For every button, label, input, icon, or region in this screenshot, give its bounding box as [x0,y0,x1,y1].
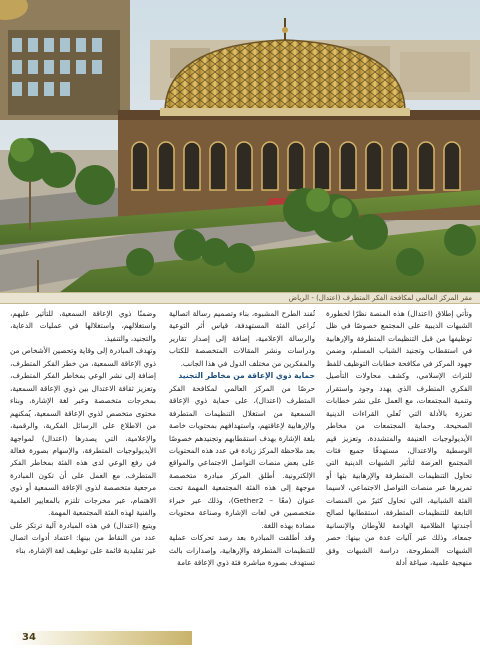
paragraph: وقد أطلقت المبادرة بعد رصد تحركات عملية للتنظيمات المتطرفة والإرهابية، وإصدارات بالث تستهدف بصورة مباشرة فئة ذوي الإعاقة عامة [169,533,315,568]
paragraph: ويتبع (اعتدال) في هذه المبادرة آلية ترتكز على عدد من النقاط من بينها: اعتماد أدوات اتصال غير تقليدية قائمة على توظيف لغة الإشارة، بناء [10,520,156,555]
photo-caption: مقر المركز العالمي لمكافحة الفكر المتطرف (اعتدال) - الرياض [0,292,480,304]
section-heading: حماية ذوي الإعاقة من مخاطر التجنيد [178,371,315,381]
paragraph: وتأتي إطلاق (اعتدال) هذه المنصة نظرًا لخطورة الشبهات الديبية على المجتمع خصوصًا في ظل توظيفها من قبل التنظيمات المتطرفة والإرهابية في استقطاب وتجنيد الشباب المسلم، وضمن جهود المركز في مكافحة خطابات التوظيف للفظ للتراث الإسلامي، وكشف محاولات التأصيل الفكري المتطرف الذي يهدد وجود واستقرار وتنمية المجتمعات، مع العمل على نشر خطابات تعززة بالأدلة التي تُعلي القراءات الدينية الصحيحة. وحماية المجتمعات من مخاطر الأيديولوجيات العنيفة والمتشددة، وتعزيز قيم الوسطية والاعتدال، مستهدفًا جميع فئات المجتمع العرضة لتأثير الشبهات الدينية التي تحاول التنظيمات المتطرفة والإرهابية بثها أو تمريرها عبر منصات التواصل الاجتماعي، لاسيما الفئة الشبابية، التي تحاول كثيرٌ من المنصات التابعة للتنظيمات المتطرفة، استقطابها لصالح أجندتها الظلامية الهادمة للأوطان والإنسانية جمعاء، وذلك عبر آليات عدة من بينها: حصر الشبهات المطروحة، دراسة الشبهات وفق منهجية علمية، صياغة أدلة [326,309,472,568]
text-column-right [326,308,472,624]
paragraph: تُفند الطرح المشبوه، بناء وتصميم رسالة اتصالية تُراعي الفئة المستهدفة، قياس أثر التوعية والرسالة الإعلامية، إضافة إلى إصدار تقارير ودراسات ونشر المقالات المتخصصة للكتاب والمفكرين من مختلف الدول في هذا الجانب. [169,309,315,368]
text-column-middle [169,308,315,624]
paragraph: وضمنًا ذوي الإعاقة السمعية، للتأثير عليهم، واستغلالهم، واستغلالها في عمليات الدعاية، والتجنيد، والتنفيذ. [10,309,156,343]
paragraph: وتهدف المبادرة إلى وقاية وتحصين الأشخاص من ذوي الإعاقة السمعية، من خطر الفكر المتطرف، إضافة إلى نشر الوعي بمخاطر الفكر المتطرف، وتعزيز ثقافة الاعتدال بين ذوي الإعاقة السمعية، بمخرجات متخصصة وعبر لغة الإشارة، وبناء محتوى متخصص لذوي الإعاقة السمعية، يُمكنهم من الاطلاع على الرسائل الفكرية، والرقمية، والإعلامية، التي يصدرها (اعتدال) لمواجهة الأيديولوجيات المتطرفة، والإسهام بصورة فعالة في رفع الوعي لدى هذه الفئة بمخاطر الفكر المتطرف، مع العمل على أن تكون المبادرة مرجعية متخصصة لذوي الإعاقة السمعية أو ذوي الاهتمام، عبر مخرجات تلتزم بالمعايير العلمية والفنية لهذه الفئة المجتمعية المهمة. [10,346,156,518]
page-footer [12,631,192,645]
page-number: 34 [22,632,36,643]
paragraph: حرصًا من المركز العالمي لمكافحة الفكر المتطرف (اعتدال)، على حماية ذوي الإعاقة السمعية من استغلال التنظيمات المتطرفة والإرهابية لإعاقتهم، واستهدافهم بمحتويات خاصة بلغة الإشارة بهدف استقطابهم وتجنيدهم خصوصًا بعد ملاحظة المركز زيادة في عدد هذه المحتويات على بعض منصات التواصل الاجتماعي والمواقع الإلكترونية. أطلق المركز مبادرة متخصصة موجهة إلى هذه الفئة المجتمعية المهمة تحت عنوان (معًا – Gether2)، وذلك عبر خبراء متخصصين في لغات الإشارة وصناعة محتويات مضادة بهذه اللغة. [169,383,315,530]
text-column-left [10,308,156,624]
cover-photo [0,0,480,292]
